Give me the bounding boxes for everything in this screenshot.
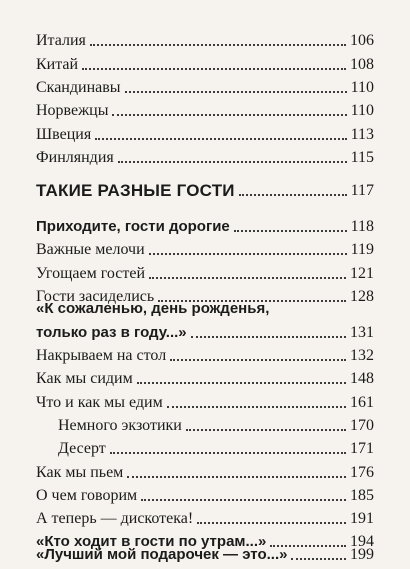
- toc-entry-title: Как мы пьем: [36, 464, 124, 481]
- dot-leader: [141, 499, 346, 501]
- toc-entry-title: Десерт: [58, 440, 106, 457]
- toc-section-heading: [0, 176, 410, 200]
- toc-entry-title: Италия: [36, 32, 86, 49]
- dot-leader: [95, 138, 346, 140]
- toc-entry-title-line1: «К сожаленью, день рожденья,: [36, 300, 270, 317]
- toc-entry: [0, 26, 410, 50]
- toc-entry: [0, 411, 410, 435]
- section-title: ТАКИЕ РАЗНЫЕ ГОСТИ: [36, 181, 235, 200]
- toc-entry: [0, 318, 410, 342]
- toc-entry: [0, 364, 410, 388]
- toc-entry-title: Гости засиделись: [36, 288, 155, 305]
- dot-leader: [112, 114, 346, 116]
- toc-entry: [0, 504, 410, 528]
- toc-entry-page: 132: [350, 347, 374, 364]
- toc-entry-title: Китай: [36, 56, 79, 73]
- toc-entry-title: Приходите, гости дорогие: [36, 218, 230, 235]
- dot-leader: [170, 359, 346, 361]
- dot-leader: [110, 452, 346, 454]
- toc-entry-title: Скандинавы: [36, 79, 121, 96]
- toc-entry-title: Немного экзотики: [58, 417, 182, 434]
- toc-entry: [0, 341, 410, 365]
- dot-leader: [82, 68, 346, 70]
- toc-entry: [0, 259, 410, 283]
- toc-entry-page: 199: [350, 546, 374, 563]
- dot-leader: [118, 161, 347, 163]
- toc-entry: [0, 96, 410, 120]
- toc-entry-page: 170: [350, 417, 374, 434]
- toc-entry-page: 194: [350, 533, 374, 550]
- toc-entry: [0, 73, 410, 97]
- toc-entry-page: 161: [350, 394, 374, 411]
- dot-leader: [149, 253, 347, 255]
- toc-entry-title: Важные мелочи: [36, 241, 145, 258]
- toc-entry: [0, 540, 410, 564]
- toc-entry: [0, 458, 410, 482]
- toc-entry-title: О чем говорим: [36, 487, 138, 504]
- toc-entry-title: Швеция: [36, 126, 92, 143]
- dot-leader: [149, 277, 346, 279]
- toc-entry: [0, 212, 410, 236]
- dot-leader: [197, 522, 346, 524]
- toc-entry-page: 110: [350, 79, 374, 96]
- toc-entry-page: 176: [350, 464, 374, 481]
- toc-entry: [0, 434, 410, 458]
- toc-entry-page: 118: [350, 218, 374, 235]
- toc-entry: [0, 235, 410, 259]
- dot-leader: [291, 558, 346, 560]
- toc-entry-title: Финляндия: [36, 149, 114, 166]
- toc-entry: [0, 388, 410, 412]
- toc-entry-page: 117: [350, 182, 374, 199]
- toc-entry-page: 106: [350, 32, 374, 49]
- toc-entry-page: 119: [350, 241, 374, 258]
- dot-leader: [234, 230, 347, 232]
- toc-entry-page: 121: [350, 265, 374, 282]
- toc-entry-title: только раз в году...»: [36, 324, 187, 341]
- toc-entry-page: 148: [350, 370, 374, 387]
- toc-entry-title: Угощаем гостей: [36, 265, 146, 282]
- toc-entry-page: 171: [350, 440, 374, 457]
- dot-leader: [125, 91, 347, 93]
- dot-leader: [191, 336, 346, 338]
- dot-leader: [90, 44, 346, 46]
- toc-entry-page: 115: [350, 149, 374, 166]
- toc-entry-title: «Лучший мой подарочек — это...»: [36, 546, 288, 563]
- toc-entry-title: Норвежцы: [36, 102, 109, 119]
- toc-entry-title: А теперь — дискотека!: [36, 510, 194, 527]
- toc-entry: [0, 481, 410, 505]
- toc-entry-page: 185: [350, 487, 374, 504]
- dot-leader: [239, 194, 347, 196]
- toc-entry: [0, 120, 410, 144]
- dot-leader: [137, 382, 346, 384]
- toc-entry: [0, 50, 410, 74]
- toc-entry-title: Накрываем на стол: [36, 347, 167, 364]
- dot-leader: [167, 406, 346, 408]
- toc-entry-title: Как мы сидим: [36, 370, 133, 387]
- dot-leader: [127, 476, 346, 478]
- toc-entry-title: Что и как мы едим: [36, 394, 163, 411]
- toc-entry-title: «Кто ходит в гости по утрам...»: [36, 533, 267, 550]
- toc-entry-page: 110: [350, 102, 374, 119]
- toc-entry-page: 128: [350, 288, 374, 305]
- toc-entry: [0, 143, 410, 167]
- dot-leader: [186, 429, 346, 431]
- toc-entry-page: 131: [350, 324, 374, 341]
- toc-entry-page: 191: [350, 510, 374, 527]
- toc-entry-page: 108: [350, 56, 374, 73]
- toc-entry-page: 113: [350, 126, 374, 143]
